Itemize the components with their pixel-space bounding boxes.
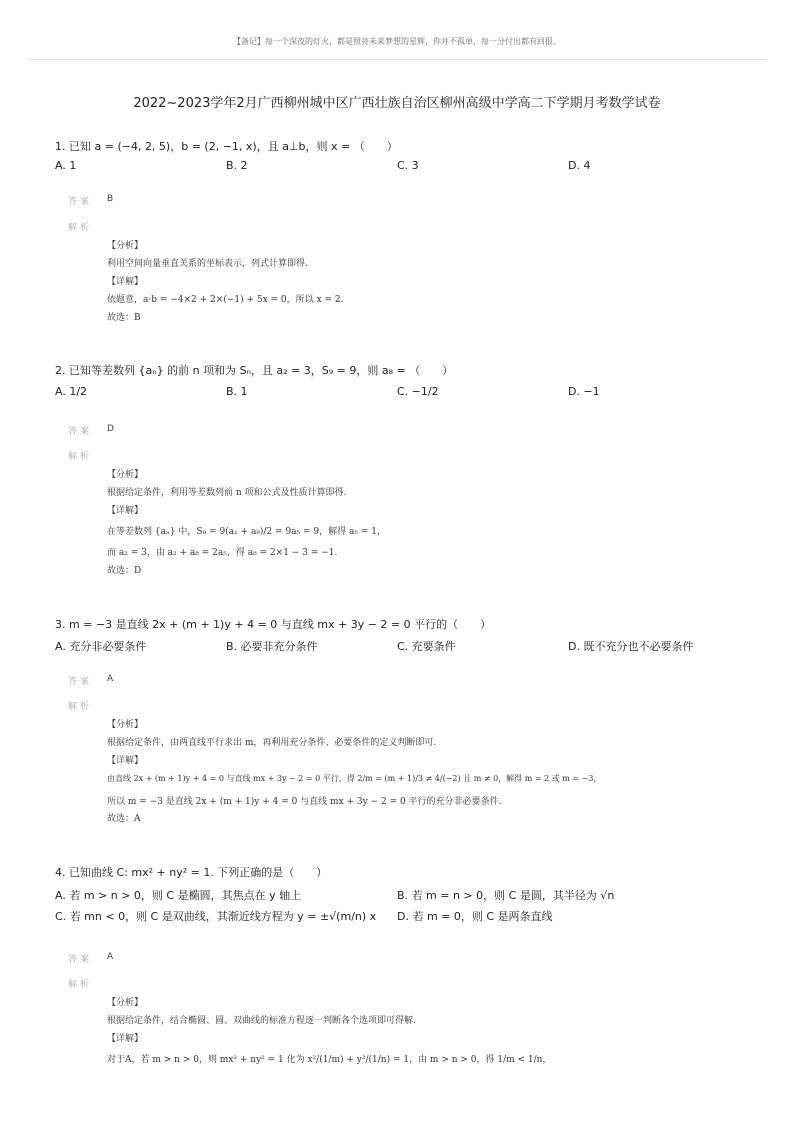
answer-label: 答案 [68, 427, 93, 437]
answer-label: 答案 [68, 677, 93, 687]
option-b: B. 2 [226, 159, 248, 172]
motto-banner: 【备记】每一个深夜的灯火，都是照亮未来梦想的星辉，你并不孤单，每一分付出都有回报。 [233, 37, 561, 46]
question-stem: 1. 已知 a = (−4, 2, 5)，b = (2, −1, x)，且 a⊥b，则 x = （ ） [55, 140, 398, 153]
option-c: C. −1/2 [397, 385, 439, 398]
explanation-line: 根据给定条件，结合椭圆、圆、双曲线的标准方程逐一判断各个选项即可得解. [107, 1016, 416, 1026]
answer-label: 答案 [68, 955, 93, 965]
answer-label: 答案 [68, 197, 93, 207]
page-title: 2022~2023学年2月广西柳州城中区广西壮族自治区柳州高级中学高二下学期月考数学试卷 [133, 96, 661, 111]
explanation-line: 故选：A [107, 814, 141, 824]
option-d: D. −1 [568, 385, 600, 398]
question-stem: 2. 已知等差数列 {aₙ} 的前 n 项和为 Sₙ，且 a₂ = 3，S₉ = 9，则 a₈ = （ ） [55, 364, 454, 377]
option-a: A. 1 [55, 159, 77, 172]
option-c: C. 3 [397, 159, 419, 172]
explanation-line: 对于A，若 m > n > 0，则 mx² + ny² = 1 化为 x²/(1/m) + y²/(1/n) = 1，由 m > n > 0，得 1/m < 1/n， [107, 1055, 552, 1065]
explanation-line: 根据给定条件，由两直线平行求出 m，再利用充分条件、必要条件的定义判断即可. [107, 738, 437, 748]
header-divider [28, 59, 766, 60]
analysis-label: 解析 [68, 702, 93, 712]
question-stem: 3. m = −3 是直线 2x + (m + 1)y + 4 = 0 与直线 mx + 3y − 2 = 0 平行的（ ） [55, 618, 492, 631]
explanation-line: 利用空间向量垂直关系的坐标表示，列式计算即得. [107, 259, 308, 269]
question-stem: 4. 已知曲线 C: mx² + ny² = 1. 下列正确的是（ ） [55, 866, 328, 879]
explanation-line: 【分析】 [107, 998, 144, 1008]
analysis-label: 解析 [68, 223, 93, 233]
option-d: D. 若 m = 0，则 C 是两条直线 [397, 910, 553, 923]
explanation-line: 【分析】 [107, 720, 144, 730]
option-a: A. 若 m > n > 0，则 C 是椭圆，其焦点在 y 轴上 [55, 889, 302, 902]
option-b: B. 若 m = n > 0，则 C 是圆，其半径为 √n [397, 889, 615, 902]
explanation-line: 依题意，a·b = −4×2 + 2×(−1) + 5x = 0，所以 x = 2. [107, 295, 344, 305]
option-d: D. 既不充分也不必要条件 [568, 640, 694, 653]
option-d: D. 4 [568, 159, 591, 172]
explanation-line: 【分析】 [107, 470, 144, 480]
option-b: B. 必要非充分条件 [226, 640, 318, 653]
explanation-line: 由直线 2x + (m + 1)y + 4 = 0 与直线 mx + 3y − 2 = 0 平行，得 2/m = (m + 1)/3 ≠ 4/(−2) 且 m ≠ 0，解得 m = 2 或 m = −3， [107, 774, 602, 783]
explanation-line: 故选：D [107, 566, 142, 576]
explanation-line: 根据给定条件，利用等差数列前 n 项和公式及性质计算即得. [107, 488, 347, 498]
explanation-line: 故选：B [107, 313, 141, 323]
answer-value: A [107, 952, 114, 962]
explanation-line: 【详解】 [107, 756, 144, 766]
analysis-label: 解析 [68, 980, 93, 990]
answer-value: A [107, 674, 114, 684]
answer-value: D [107, 424, 114, 434]
option-b: B. 1 [226, 385, 248, 398]
explanation-line: 在等差数列 {aₙ} 中，S₉ = 9(a₁ + a₉)/2 = 9a₅ = 9，解得 a₅ = 1， [107, 527, 386, 537]
explanation-line: 【分析】 [107, 241, 144, 251]
option-a: A. 1/2 [55, 385, 88, 398]
explanation-line: 所以 m = −3 是直线 2x + (m + 1)y + 4 = 0 与直线 mx + 3y − 2 = 0 平行的充分非必要条件. [107, 797, 502, 807]
option-a: A. 充分非必要条件 [55, 640, 147, 653]
option-c: C. 若 mn < 0，则 C 是双曲线，其渐近线方程为 y = ±√(m/n) x [55, 910, 377, 923]
explanation-line: 【详解】 [107, 277, 144, 287]
answer-value: B [107, 194, 114, 204]
explanation-line: 【详解】 [107, 506, 144, 516]
explanation-line: 【详解】 [107, 1034, 144, 1044]
analysis-label: 解析 [68, 452, 93, 462]
explanation-line: 而 a₂ = 3，由 a₂ + a₈ = 2a₅，得 a₈ = 2×1 − 3 = −1. [107, 548, 338, 558]
option-c: C. 充要条件 [397, 640, 456, 653]
